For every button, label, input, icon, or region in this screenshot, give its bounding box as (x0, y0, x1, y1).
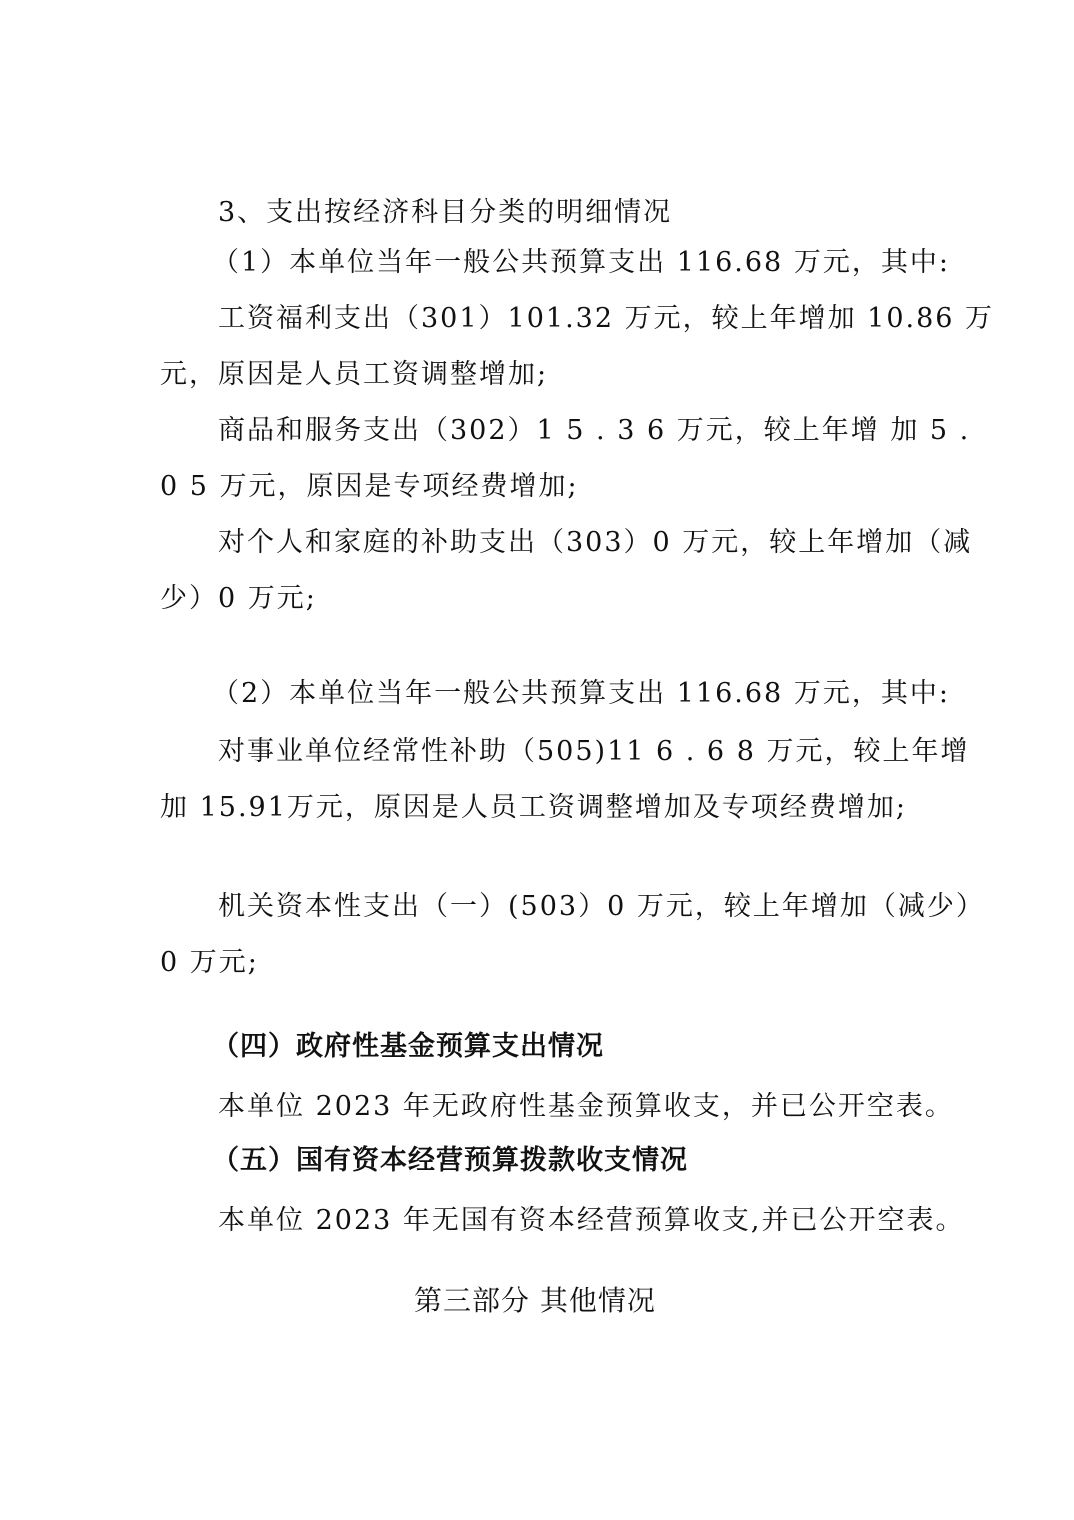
paragraph-goods-services-line-1: 商品和服务支出（302）1 5 . 3 6 万元，较上年增 加 5 . (218, 415, 971, 446)
part-three-title: 第三部分 其他情况 (414, 1284, 656, 1317)
section-heading-government-fund-budget: （四）政府性基金预算支出情况 (212, 1031, 604, 1062)
paragraph-capital-expenditure-line-2: 0 万元; (160, 947, 259, 978)
paragraph-wages-welfare-line-1: 工资福利支出（301）101.32 万元，较上年增加 10.86 万 (218, 303, 995, 334)
paragraph-goods-services-line-2: 0 5 万元，原因是专项经费增加; (160, 471, 579, 502)
section-heading-state-capital-budget: （五）国有资本经营预算拨款收支情况 (212, 1145, 688, 1176)
paragraph-government-fund-budget: 本单位 2023 年无政府性基金预算收支，并已公开空表。 (218, 1091, 954, 1122)
paragraph-public-institution-subsidy-line-2: 加 15.91万元，原因是人员工资调整增加及专项经费增加; (160, 792, 907, 823)
paragraph-household-subsidy-line-1: 对个人和家庭的补助支出（303）0 万元，较上年增加（减 (218, 527, 973, 558)
paragraph-public-institution-subsidy-line-1: 对事业单位经常性补助（505)11 6 . 6 8 万元，较上年增 (218, 736, 970, 767)
paragraph-wages-welfare-line-2: 元，原因是人员工资调整增加; (160, 359, 549, 390)
paragraph-general-budget-item-2: （2）本单位当年一般公共预算支出 116.68 万元，其中: (212, 678, 950, 709)
paragraph-state-capital-budget: 本单位 2023 年无国有资本经营预算收支,并已公开空表。 (218, 1205, 965, 1236)
paragraph-capital-expenditure-line-1: 机关资本性支出（一）(503）0 万元，较上年增加（减少） (218, 891, 985, 922)
paragraph-household-subsidy-line-2: 少）0 万元; (160, 583, 317, 614)
paragraph-general-budget-item-1: （1）本单位当年一般公共预算支出 116.68 万元，其中: (212, 247, 950, 278)
subsection-heading-expenditure-by-economic-category: 3、支出按经济科目分类的明细情况 (218, 197, 673, 228)
